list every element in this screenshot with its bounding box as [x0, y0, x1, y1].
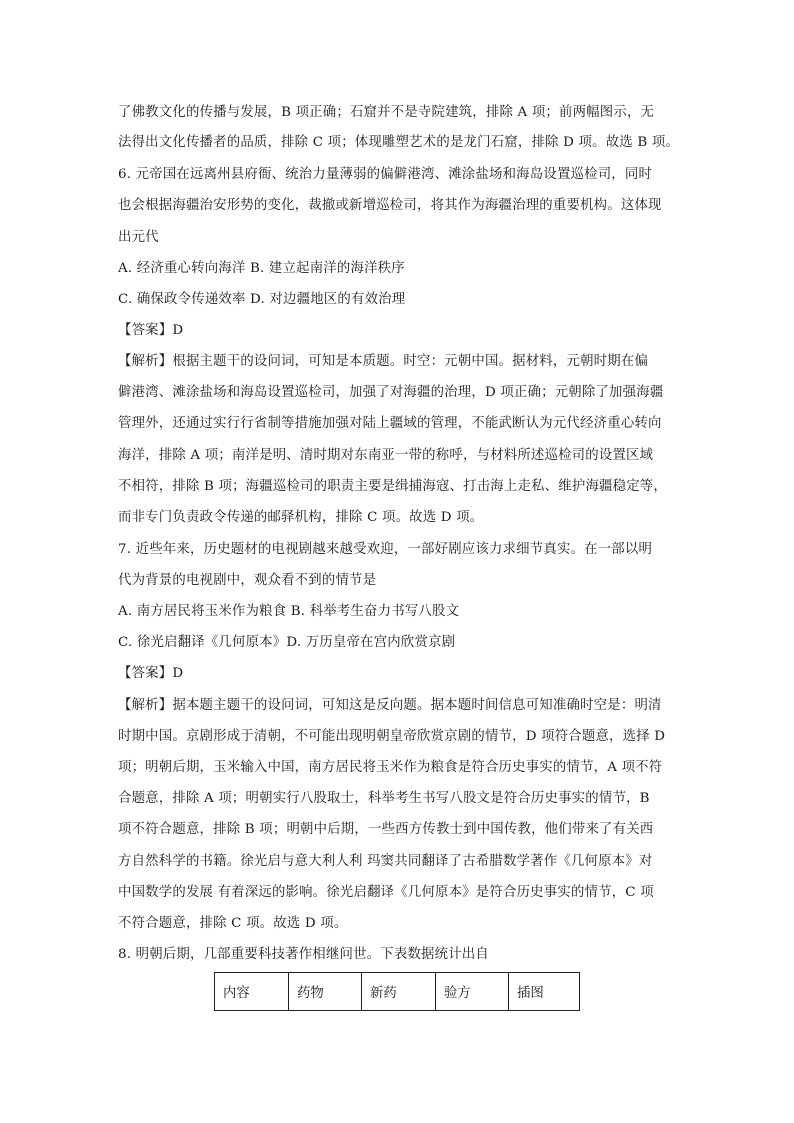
question-6-analysis: 【解析】根据主题干的设问词，可知是本质题。时空：元朝中国。据材料，元朝时期在偏 — [118, 354, 649, 369]
table-header-cell: 药物 — [289, 973, 362, 1011]
text-line: 中国数学的发展 有着深远的影响。徐光启翻译《几何原本》是符合历史事实的情节，C 项 — [118, 885, 654, 900]
question-7-answer: 【答案】D — [118, 666, 184, 681]
text-line: 不符合题意，排除 C 项。故选 D 项。 — [118, 916, 348, 931]
text-line: 时期中国。京剧形成于清朝，不可能出现明朝皇帝欣赏京剧的情节，D 项符合题意，选择 D — [118, 729, 666, 744]
text-line: 海洋，排除 A 项；南洋是明、清时期对东南亚一带的称呼，与材料所述巡检司的设置区域 — [118, 448, 654, 463]
text-line: 项；明朝后期，玉米输入中国，南方居民将玉米作为粮食是符合历史事实的情节，A 项不符 — [118, 760, 663, 775]
text-line: 僻港湾、滩涂盐场和海岛设置巡检司，加强了对海疆的治理，D 项正确；元朝除了加强海疆 — [118, 385, 664, 400]
table-header-cell: 验方 — [436, 973, 509, 1011]
question-6-options-ab: A. 经济重心转向海洋 B. 建立起南洋的海洋秩序 — [118, 261, 405, 276]
text-line: 出元代 — [118, 230, 159, 245]
text-line: 代为背景的电视剧中，观众看不到的情节是 — [118, 573, 377, 588]
text-line: 也会根据海疆治安形势的变化，裁撤或新增巡检司，将其作为海疆治理的重要机构。这体现 — [118, 198, 662, 213]
question-8-stem: 8. 明朝后期，几部重要科技著作相继问世。下表数据统计出自 — [118, 947, 489, 962]
table-row — [215, 973, 580, 1011]
question-6-stem: 6. 元帝国在远离州县府衙、统治力量薄弱的偏僻港湾、滩涂盐场和海岛设置巡检司，同时 — [118, 167, 653, 182]
text-line: 了佛教文化的传播与发展，B 项正确；石窟并不是寺院建筑，排除 A 项；前两幅图示，无 — [118, 105, 655, 120]
question-6-options-cd: C. 确保政令传递效率 D. 对边疆地区的有效治理 — [118, 292, 406, 307]
table-header-cell: 内容 — [215, 973, 289, 1011]
text-line: 项不符合题意，排除 B 项；明朝中后期，一些西方传教士到中国传教，他们带来了有关西 — [118, 822, 654, 837]
question-7-stem: 7. 近些年来，历史题材的电视剧越来越受欢迎，一部好剧应该力求细节真实。在一部以明 — [118, 542, 653, 557]
table-header-cell: 插图 — [509, 973, 580, 1011]
question-7-analysis: 【解析】据本题主题干的设问词，可知这是反向题。据本题时间信息可知准确时空是：明清 — [118, 698, 662, 713]
text-line: 法得出文化传播者的品质，排除 C 项；体现雕塑艺术的是龙门石窟，排除 D 项。故选 B 项。 — [118, 135, 680, 150]
text-line: 方自然科学的书籍。徐光启与意大利人利 玛窦共同翻译了古希腊数学著作《几何原本》对 — [118, 854, 653, 869]
question-7-options-ab: A. 南方居民将玉米作为粮食 B. 科举考生奋力书写八股文 — [118, 604, 460, 619]
statistics-table — [214, 972, 580, 1011]
text-line: 而非专门负责政令传递的邮驿机构，排除 C 项。故选 D 项。 — [118, 510, 484, 525]
text-line: 合题意，排除 A 项；明朝实行八股取士，科举考生书写八股文是符合历史事实的情节，B — [118, 791, 650, 806]
question-6-answer: 【答案】D — [118, 323, 184, 338]
question-7-options-cd: C. 徐光启翻译《几何原本》D. 万历皇帝在宫内欣赏京剧 — [118, 635, 456, 650]
text-line: 不相符，排除 B 项；海疆巡检司的职责主要是缉捕海寇、打击海上走私、维护海疆稳定等， — [118, 479, 667, 494]
table-header-cell: 新药 — [362, 973, 436, 1011]
text-line: 管理外，还通过实行行省制等措施加强对陆上疆域的管理，不能武断认为元代经济重心转向 — [118, 416, 662, 431]
